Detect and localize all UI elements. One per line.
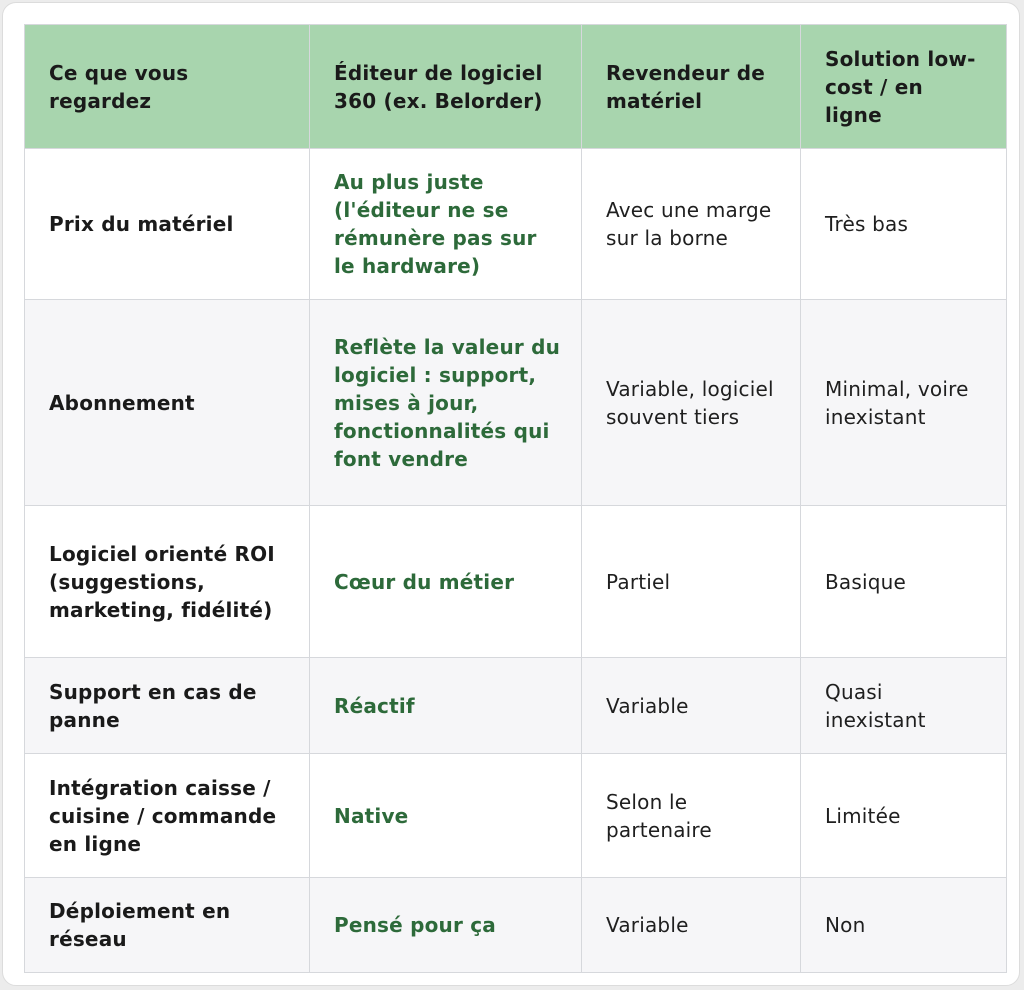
- cell-editor: Native: [310, 754, 582, 878]
- header-hardware-reseller: Revendeur de matériel: [582, 25, 801, 149]
- cell-low-cost: Minimal, voire inexistant: [801, 300, 1007, 506]
- cell-reseller: Selon le partenaire: [582, 754, 801, 878]
- comparison-card: [2, 2, 1020, 986]
- cell-low-cost: Non: [801, 878, 1007, 973]
- row-label: Logiciel orienté ROI (suggestions, marketing, fidélité): [25, 506, 310, 658]
- row-label: Support en cas de panne: [25, 658, 310, 754]
- cell-reseller: Avec une marge sur la borne: [582, 149, 801, 300]
- comparison-table: [24, 24, 1007, 973]
- table-header-row: [25, 25, 1007, 149]
- cell-editor: Cœur du métier: [310, 506, 582, 658]
- row-label: Intégration caisse / cuisine / commande en ligne: [25, 754, 310, 878]
- table-row: [25, 878, 1007, 973]
- cell-low-cost: Limitée: [801, 754, 1007, 878]
- cell-editor: Au plus juste (l'éditeur ne se rémunère pas sur le hardware): [310, 149, 582, 300]
- cell-editor: Pensé pour ça: [310, 878, 582, 973]
- table-row: [25, 658, 1007, 754]
- header-software-editor: Éditeur de logiciel 360 (ex. Belorder): [310, 25, 582, 149]
- cell-editor: Reflète la valeur du logiciel : support, mises à jour, fonctionnalités qui font vendre: [310, 300, 582, 506]
- table-row: [25, 149, 1007, 300]
- table-row: [25, 506, 1007, 658]
- cell-editor: Réactif: [310, 658, 582, 754]
- row-label: Abonnement: [25, 300, 310, 506]
- table-row: [25, 300, 1007, 506]
- cell-reseller: Partiel: [582, 506, 801, 658]
- row-label: Déploiement en réseau: [25, 878, 310, 973]
- row-label: Prix du matériel: [25, 149, 310, 300]
- cell-reseller: Variable: [582, 878, 801, 973]
- cell-reseller: Variable, logiciel souvent tiers: [582, 300, 801, 506]
- cell-low-cost: Quasi inexistant: [801, 658, 1007, 754]
- header-low-cost-solution: Solution low-cost / en ligne: [801, 25, 1007, 149]
- header-criteria: Ce que vous regardez: [25, 25, 310, 149]
- cell-reseller: Variable: [582, 658, 801, 754]
- cell-low-cost: Très bas: [801, 149, 1007, 300]
- cell-low-cost: Basique: [801, 506, 1007, 658]
- table-row: [25, 754, 1007, 878]
